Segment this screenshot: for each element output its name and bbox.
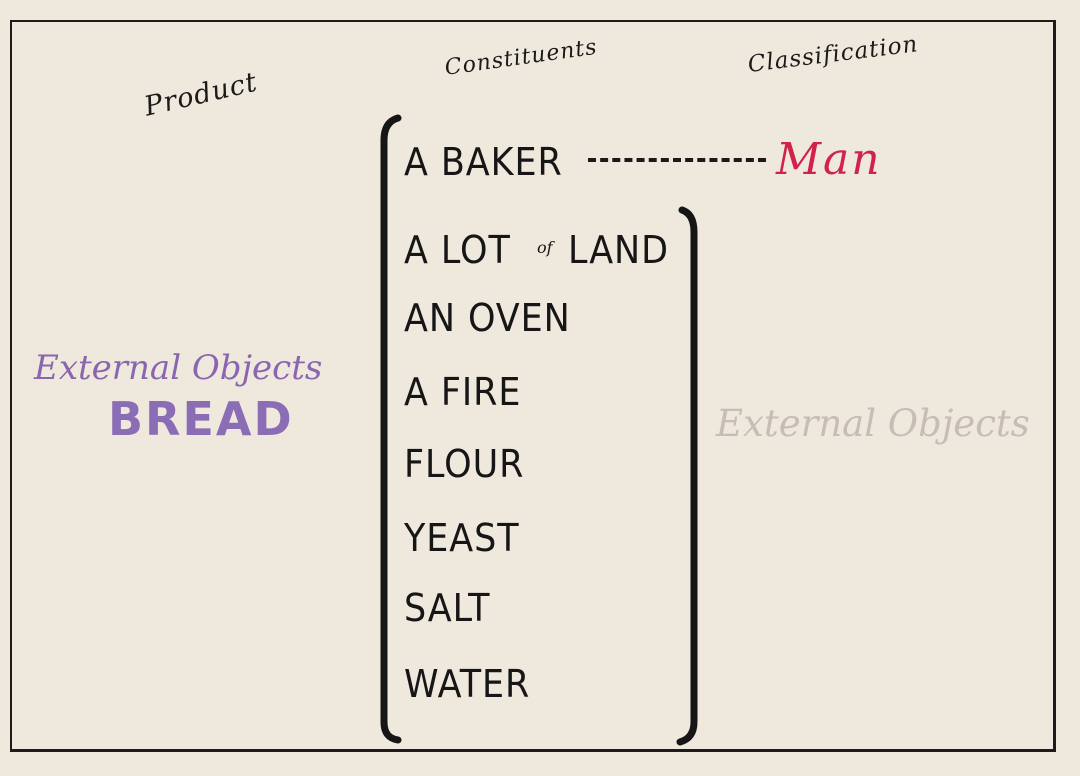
classification-external-objects: External Objects (716, 402, 1030, 445)
right-bracket (680, 210, 694, 742)
classification-man: Man (776, 134, 882, 185)
product-name: BREAD (108, 392, 294, 446)
header-product: Product (141, 66, 261, 123)
header-constituents: Constituents (443, 34, 599, 81)
item-water: WATER (404, 662, 531, 706)
item-oven: AN OVEN (404, 296, 571, 340)
product-category: External Objects (34, 348, 323, 388)
header-classification: Classification (746, 31, 920, 78)
item-lot: A LOT (404, 228, 511, 272)
left-bracket (384, 118, 398, 740)
item-lot-of: of (537, 238, 553, 257)
item-yeast: YEAST (404, 516, 520, 560)
item-fire: A FIRE (404, 370, 522, 414)
item-baker: A BAKER (404, 140, 563, 184)
item-salt: SALT (404, 586, 491, 630)
item-flour: FLOUR (404, 442, 525, 486)
item-land: LAND (568, 228, 669, 272)
dashed-leader (588, 158, 766, 162)
